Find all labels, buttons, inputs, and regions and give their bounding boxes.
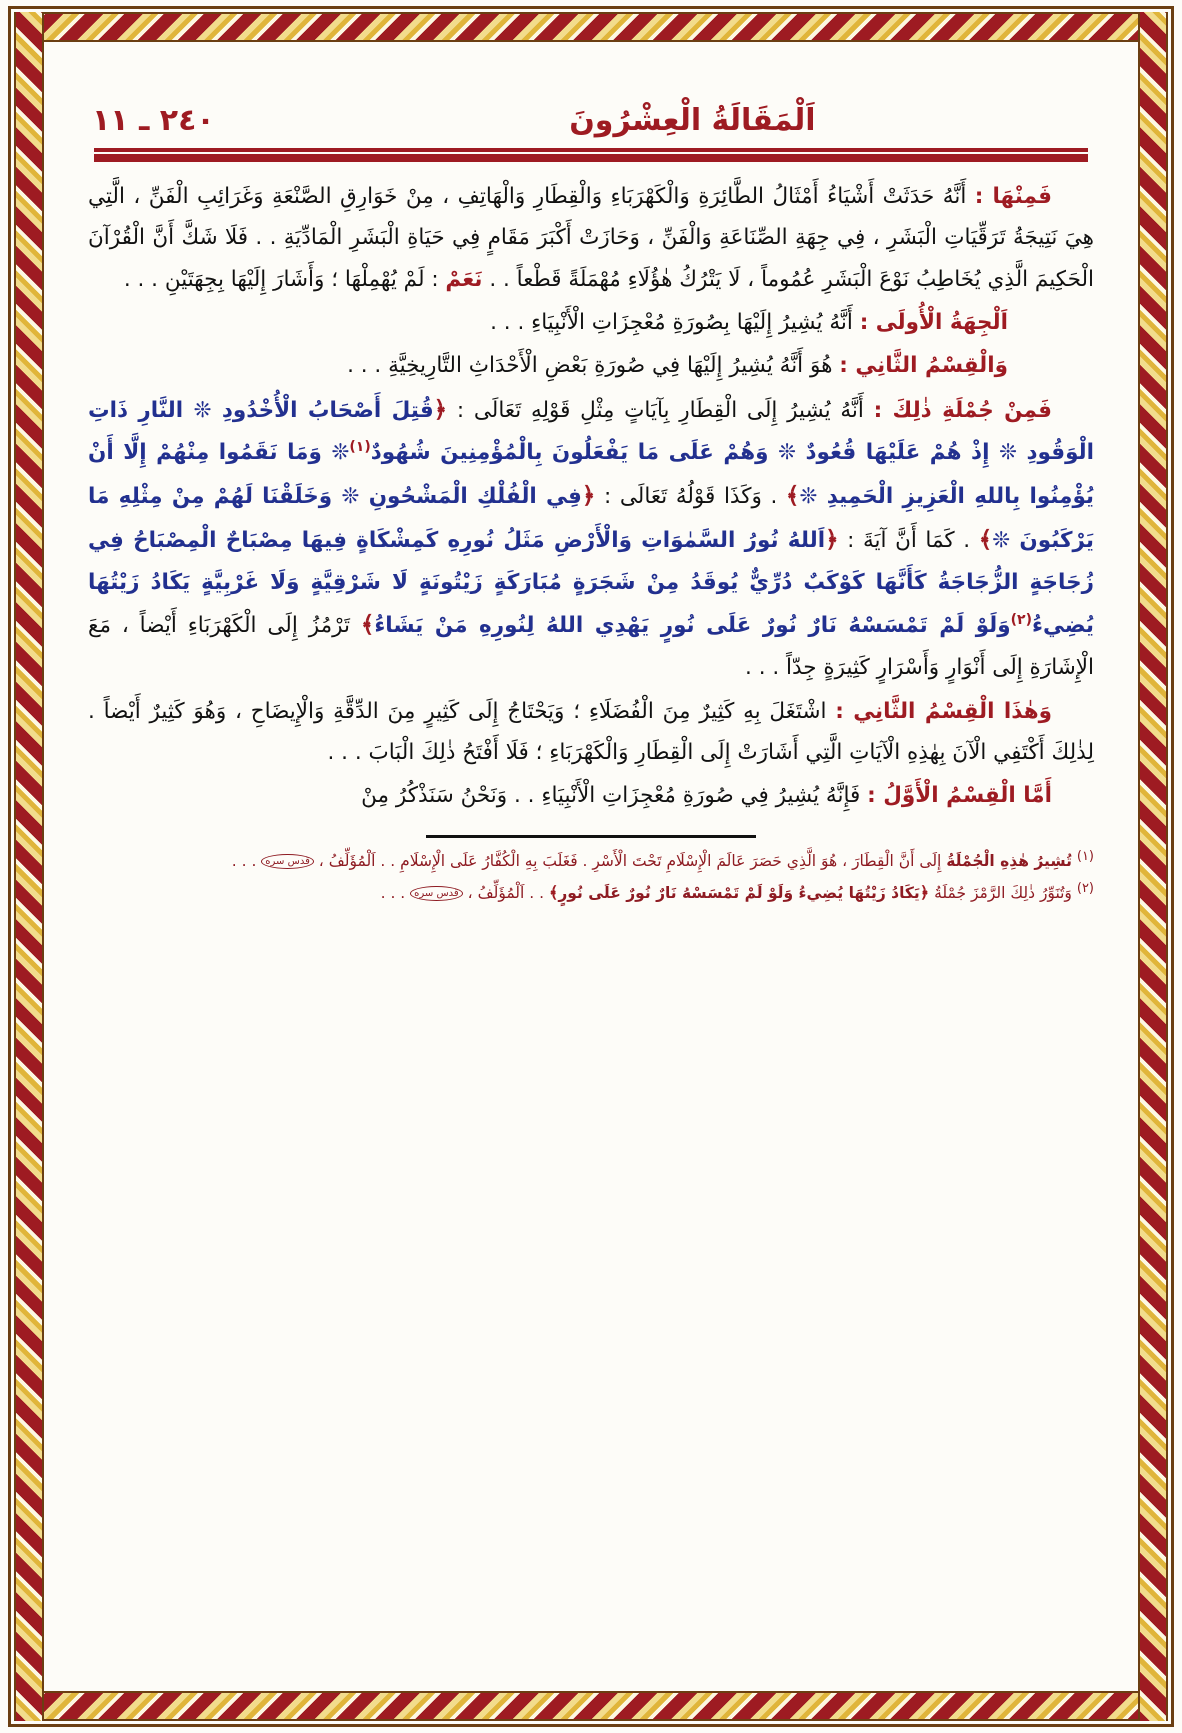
quran-quote-1: قُتِلَ أَصْحَابُ الْأُخْدُودِ ❊ النَّارِ ذَاتِ الْوَقُودِ ❊ إِذْ هُمْ عَلَيْهَا قُعُودٌ ❊ وَهُمْ عَلَى مَا يَفْعَلُونَ بِالْمُؤْمِنِينَ شُهُودٌ	[88, 398, 1094, 466]
paragraph-1-text: أَنَّهُ حَدَثَتْ أَشْيَاءُ أَمْثَالُ الطَّائِرَةِ وَالْكَهْرَبَاءِ وَالْقِطَارِ وَالْهَاتِفِ ، مِنْ خَوَارِقِ الصَّنْعَةِ وَغَرَائِبِ الْفَنِّ ، الَّتِي هِيَ نَتِيجَةُ تَرَقِّيَاتِ الْبَشَرِ ، فِي جِهَةِ الصِّنَاعَةِ وَالْفَنِّ ، وَحَازَتْ أَكْبَرَ مَقَامٍ فِي حَيَاةِ الْبَشَرِ الْمَادِّيَةِ . . فَلَا شَكَّ أَنَّ الْقُرْآنَ الْحَكِيمَ الَّذِي يُخَاطِبُ نَوْعَ الْبَشَرِ عُمُوماً ، لَا يَتْرُكُ هٰؤُلَاءِ مُهْمَلَةً قَطْعاً . .	[88, 184, 1094, 292]
quran-quote-1b: ❊ وَمَا نَقَمُوا مِنْهُمْ إِلَّا أَنْ يُؤْمِنُوا بِاللهِ الْعَزِيزِ الْحَمِيدِ ❊	[88, 440, 1094, 509]
paragraph-5-text: اشْتَغَلَ بِهِ كَثِيرٌ مِنَ الْفُضَلَاءِ ؛ وَيَحْتَاجُ إِلَى كَثِيرٍ مِنَ الدِّقَّةِ وَالْإِيضَاحِ ، وَهُوَ كَثِيرٌ أَيْضاً . لِذٰلِكَ أَكْتَفِي الْآنَ بِهٰذِهِ الْآيَاتِ الَّتِي أَشَارَتْ إِلَى الْقِطَارِ وَالْكَهْرَبَاءِ ؛ فَلَا أَفْتَحُ ذٰلِكَ الْبَابَ . . .	[88, 698, 1094, 766]
braid-border-left	[14, 12, 44, 1721]
footnote-2-tail: . . .	[380, 883, 411, 902]
footnote-1-number: (١)	[1076, 848, 1094, 864]
braid-border-right	[1138, 12, 1168, 1721]
paragraph-3-text: هُوَ أَنَّهُ يُشِيرُ إِلَيْهَا فِي صُورَةِ بَعْضِ الْأَحْدَاثِ التَّارِيخِيَّةِ . . .	[347, 353, 840, 379]
footnote-2	[88, 878, 1094, 907]
paragraph-1	[88, 176, 1094, 300]
quran-close-brace-1: ﴾	[785, 482, 800, 509]
keyword-naam: نَعَمْ	[445, 266, 483, 292]
author-seal-icon-1: قدس سره	[261, 854, 314, 869]
keyword-this-second-section: وَهٰذَا الْقِسْمُ الثَّانِي :	[835, 698, 1052, 724]
paragraph-2-text: أَنَّهُ يُشِيرُ إِلَيْهَا بِصُورَةِ مُعْجِزَاتِ الْأَنْبِيَاءِ . . .	[490, 309, 860, 335]
page-header	[78, 74, 1104, 138]
author-seal-icon-2: قدس سره	[410, 886, 463, 901]
keyword-faminjumlati: فَمِنْ جُمْلَةِ ذٰلِكَ :	[873, 398, 1053, 424]
paragraph-4	[88, 388, 1094, 688]
quran-open-brace-3: ﴿	[825, 526, 839, 553]
paragraph-6-text: فَإِنَّهُ يُشِيرُ فِي صُورَةِ مُعْجِزَاتِ الْأَنْبِيَاءِ . . وَنَحْنُ سَنَذْكُرُ مِنْ	[361, 783, 868, 809]
keyword-first-section: أَمَّا الْقِسْمُ الْأَوَّلُ :	[867, 783, 1052, 809]
footnote-ref-1[interactable]: (١)	[349, 439, 371, 456]
footnote-quran-close-brace: ﴾	[548, 882, 559, 902]
header-divider-rule	[94, 148, 1088, 162]
footnote-separator	[426, 835, 756, 838]
footnote-1-text: إِلَى أَنَّ الْقِطَارَ ، هُوَ الَّذِي حَصَرَ عَالَمَ الْإِسْلَامِ تَحْتَ الْأَسْرِ . فَغَلَبَ بِهِ الْكُفَّارُ عَلَى الْإِسْلَامِ . . اَلْمُؤَلِّفُ ،	[313, 851, 947, 870]
keyword-first-aspect: اَلْجِهَةُ الْأُولَى :	[859, 309, 1008, 335]
paragraph-4-end: تَرْمُزُ إِلَى الْكَهْرَبَاءِ أَيْضاً ، مَعَ الْإِشَارَةِ إِلَى أَنْوَارٍ وَأَسْرَارٍ كَثِيرَةٍ جِدّاً . . .	[88, 613, 1094, 681]
paragraph-5	[88, 691, 1094, 774]
paragraph-3	[88, 345, 1094, 386]
page-title: اَلْمَقَالَةُ الْعِشْرُونَ	[569, 103, 816, 138]
paragraph-4-text: أَنَّهُ يُشِيرُ إِلَى الْقِطَارِ بِآيَاتٍ مِثْلِ قَوْلِهِ تَعَالَى :	[447, 398, 874, 424]
quran-close-brace-3: ﴾	[360, 612, 375, 639]
quran-quote-3: اَللهُ نُورُ السَّمٰوَاتِ وَالْأَرْضِ مَثَلُ نُورِهِ كَمِشْكَاةٍ فِيهَا مِصْبَاحٌ الْمِصْبَاحُ فِي زُجَاجَةٍ الزُّجَاجَةُ كَأَنَّهَا كَوْكَبٌ دُرِّيٌّ يُوقَدُ مِنْ شَجَرَةٍ مُبَارَكَةٍ زَيْتُونَةٍ لَا شَرْقِيَّةٍ وَلَا غَرْبِيَّةٍ يَكَادُ زَيْتُهَا يُضِيءُ	[88, 527, 1094, 639]
quran-close-brace-2: ﴾	[978, 526, 993, 553]
quran-open-brace-2: ﴿	[581, 482, 596, 509]
footnote-2-quran: يَكَادُ زَيْتُهَا يُضِيءُ وَلَوْ لَمْ تَمْسَسْهُ نَارٌ نُورٌ عَلَى نُورٍ	[558, 883, 920, 902]
footnote-1-tail: . . .	[231, 851, 262, 870]
paragraph-1-text2: : لَمْ يُهْمِلْهَا ؛ وَأَشَارَ إِلَيْهَا بِجِهَتَيْنِ . . .	[123, 266, 446, 292]
keyword-faminha: فَمِنْهَا :	[974, 184, 1052, 209]
paragraph-2	[88, 302, 1094, 343]
paragraph-4-mid: . وَكَذَا قَوْلُهُ تَعَالَى :	[595, 483, 786, 509]
footnote-2-number: (٢)	[1076, 880, 1094, 896]
footnote-ref-2[interactable]: (٢)	[1010, 612, 1032, 629]
footnote-1	[88, 846, 1094, 875]
footnote-2-keyword: وَتُنَوِّرُ ذٰلِكَ الرَّمْزَ جُمْلَةُ	[934, 883, 1072, 902]
quran-open-brace-1: ﴿	[433, 397, 448, 424]
quran-quote-3b: وَلَوْ لَمْ تَمْسَسْهُ نَارٌ نُورٌ عَلَى نُورٍ يَهْدِي اللهُ لِنُورِهِ مَنْ يَشَاءُ	[374, 613, 1011, 639]
footnote-1-keyword: تُشِيرُ هٰذِهِ الْجُمْلَةُ	[946, 851, 1072, 870]
body-text	[78, 176, 1104, 817]
paragraph-4-mid2: . كَمَا أَنَّ آيَةَ :	[838, 527, 979, 553]
braid-border-top	[14, 12, 1168, 42]
page-content	[60, 56, 1122, 1677]
footnote-2-text: . . اَلْمُؤَلِّفُ ،	[462, 883, 549, 902]
quran-quote-2: فِي الْفُلْكِ الْمَشْحُونِ ❊ وَخَلَقْنَا لَهُمْ مِنْ مِثْلِهِ مَا يَرْكَبُونَ ❊	[88, 483, 1094, 553]
footnotes-area	[78, 846, 1104, 908]
footnote-quran-open-brace: ﴿	[919, 882, 930, 902]
paragraph-6	[88, 775, 1094, 816]
page-number: ٢٤٠ ـ ١١	[92, 103, 215, 138]
keyword-second-section: وَالْقِسْمُ الثَّانِي :	[839, 353, 1008, 379]
braid-border-bottom	[14, 1691, 1168, 1721]
